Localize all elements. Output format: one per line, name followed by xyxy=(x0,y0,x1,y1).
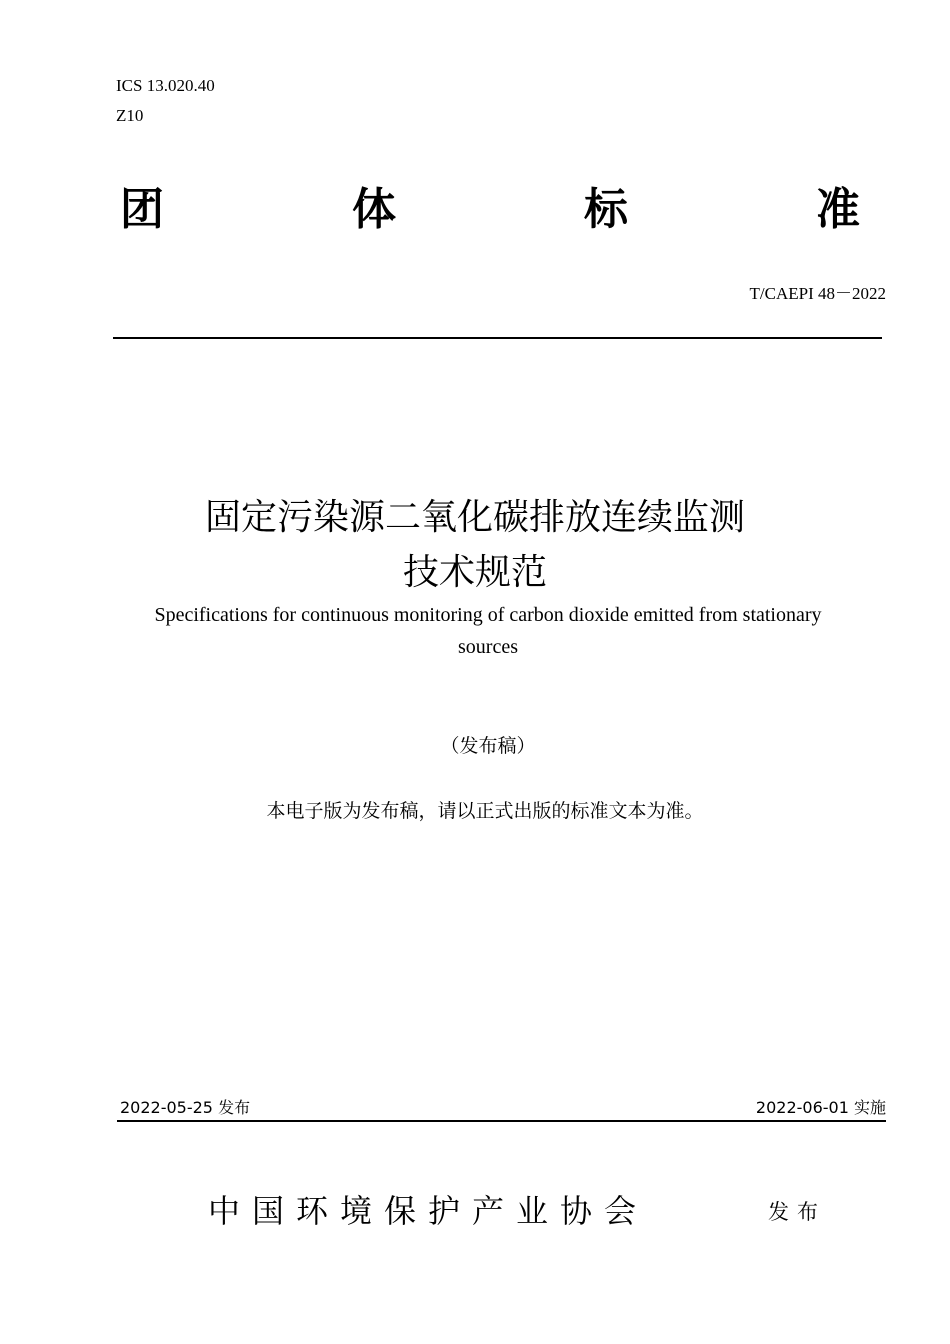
ics-code: ICS 13.020.40 xyxy=(116,76,215,95)
heading-char: 准 xyxy=(816,184,860,235)
chinese-title-line-1: 固定污染源二氧化碳排放连续监测 xyxy=(204,497,745,538)
chinese-title-line-2: 技术规范 xyxy=(402,552,547,593)
standard-number: T/CAEPI 48－2022 xyxy=(749,284,886,303)
english-title-line-1: Specifications for continuous monitoring of carbon dioxide emitted from stationary xyxy=(154,604,822,626)
english-title-line-2: sources xyxy=(458,636,518,658)
publish-date: 2022-05-25 发布 xyxy=(120,1098,251,1117)
issuing-organization: 中国环境保护产业协会 xyxy=(208,1193,649,1229)
top-divider xyxy=(113,337,882,339)
bottom-divider xyxy=(117,1120,886,1122)
issue-label: 发布 xyxy=(768,1200,826,1224)
heading-char: 体 xyxy=(352,184,396,235)
ccs-code: Z10 xyxy=(116,106,144,125)
heading-char: 标 xyxy=(584,184,628,235)
edition-notice: 本电子版为发布稿，请以正式出版的标准文本为准。 xyxy=(266,801,704,822)
standard-type-heading xyxy=(120,184,860,236)
implement-date: 2022-06-01 实施 xyxy=(755,1098,886,1117)
heading-char: 团 xyxy=(120,184,164,235)
draft-status-label: （发布稿） xyxy=(440,736,536,757)
